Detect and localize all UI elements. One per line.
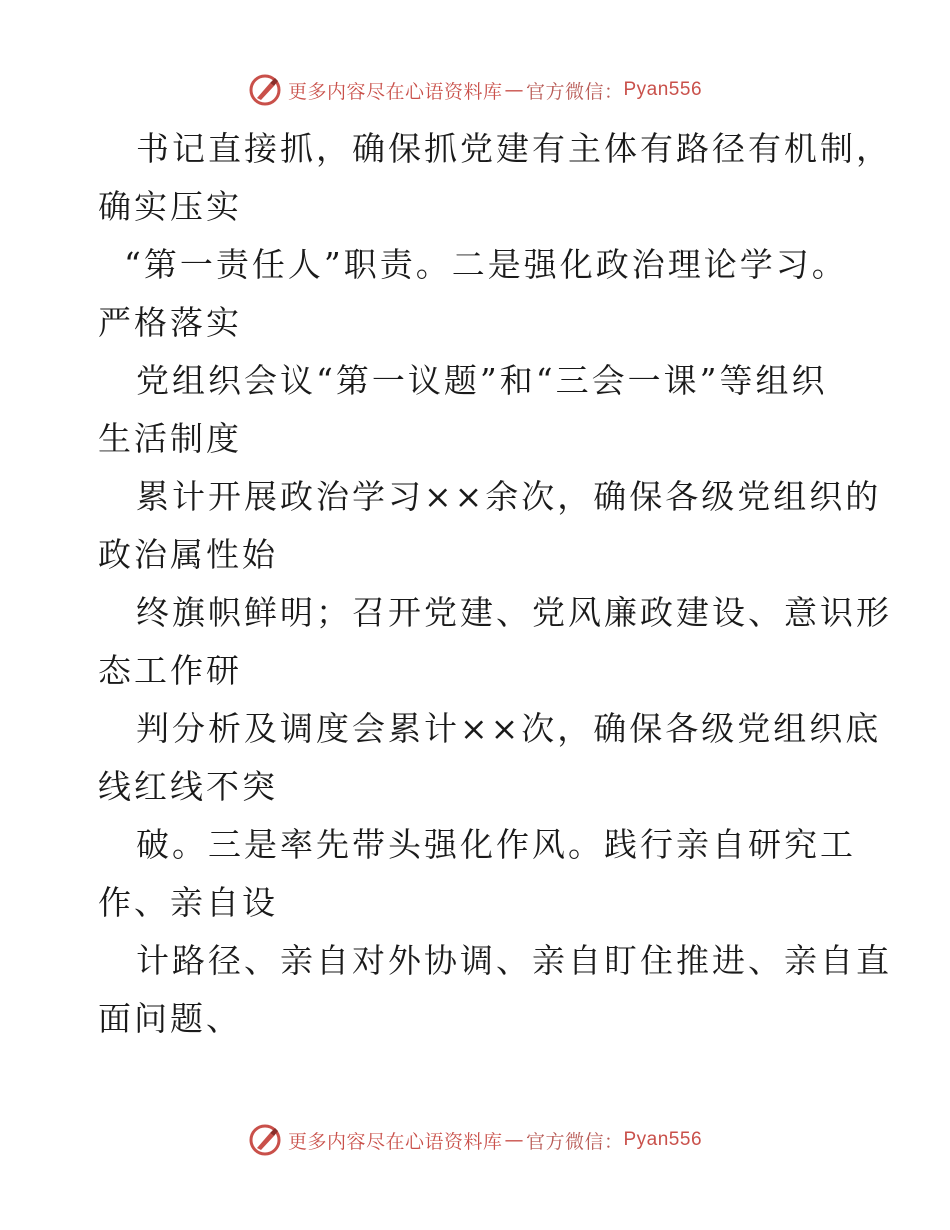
banner-wechat-id: Pyan556 (623, 1129, 703, 1150)
text-line: 线红线不突 (98, 767, 278, 806)
banner-dash: — (504, 1129, 524, 1151)
text-line: 破。三是率先带头强化作风。践行亲自研究工 (136, 825, 856, 864)
banner-dash: — (504, 79, 524, 101)
banner-wechat-label: 官方微信： (525, 1130, 624, 1153)
banner-site-text: 更多内容尽在心语资料库 (287, 1130, 503, 1153)
text-line: 严格落实 (98, 303, 242, 342)
banner-wechat-label: 官方微信： (525, 80, 624, 103)
text-line: 累计开展政治学习××余次，确保各级党组织的 (136, 477, 882, 516)
text-line: 判分析及调度会累计××次，确保各级党组织底 (136, 709, 882, 748)
text-line: 态工作研 (98, 651, 242, 690)
text-line: “第一责任人”职责。二是强化政治理论学习。 (124, 245, 848, 284)
text-line: 终旗帜鲜明；召开党建、党风廉政建设、意识形 (136, 593, 892, 632)
text-line: 党组织会议“第一议题”和“三会一课”等组织 (136, 361, 828, 400)
text-line: 确实压实 (98, 187, 242, 226)
banner-wechat-id: Pyan556 (623, 79, 703, 100)
text-line: 政治属性始 (98, 535, 278, 574)
document-body (98, 120, 892, 1048)
text-line: 书记直接抓，确保抓党建有主体有路径有机制， (136, 129, 892, 168)
text-line: 作、亲自设 (98, 883, 278, 922)
text-line: 面问题、 (98, 999, 242, 1038)
pen-logo-icon (248, 1123, 282, 1157)
banner-site-text: 更多内容尽在心语资料库 (287, 80, 503, 103)
text-line: 计路径、亲自对外协调、亲自盯住推进、亲自直 (136, 941, 892, 980)
footer-watermark-banner (0, 1120, 950, 1160)
pen-logo-icon (248, 73, 282, 107)
header-watermark-banner (0, 70, 950, 110)
text-line: 生活制度 (98, 419, 242, 458)
